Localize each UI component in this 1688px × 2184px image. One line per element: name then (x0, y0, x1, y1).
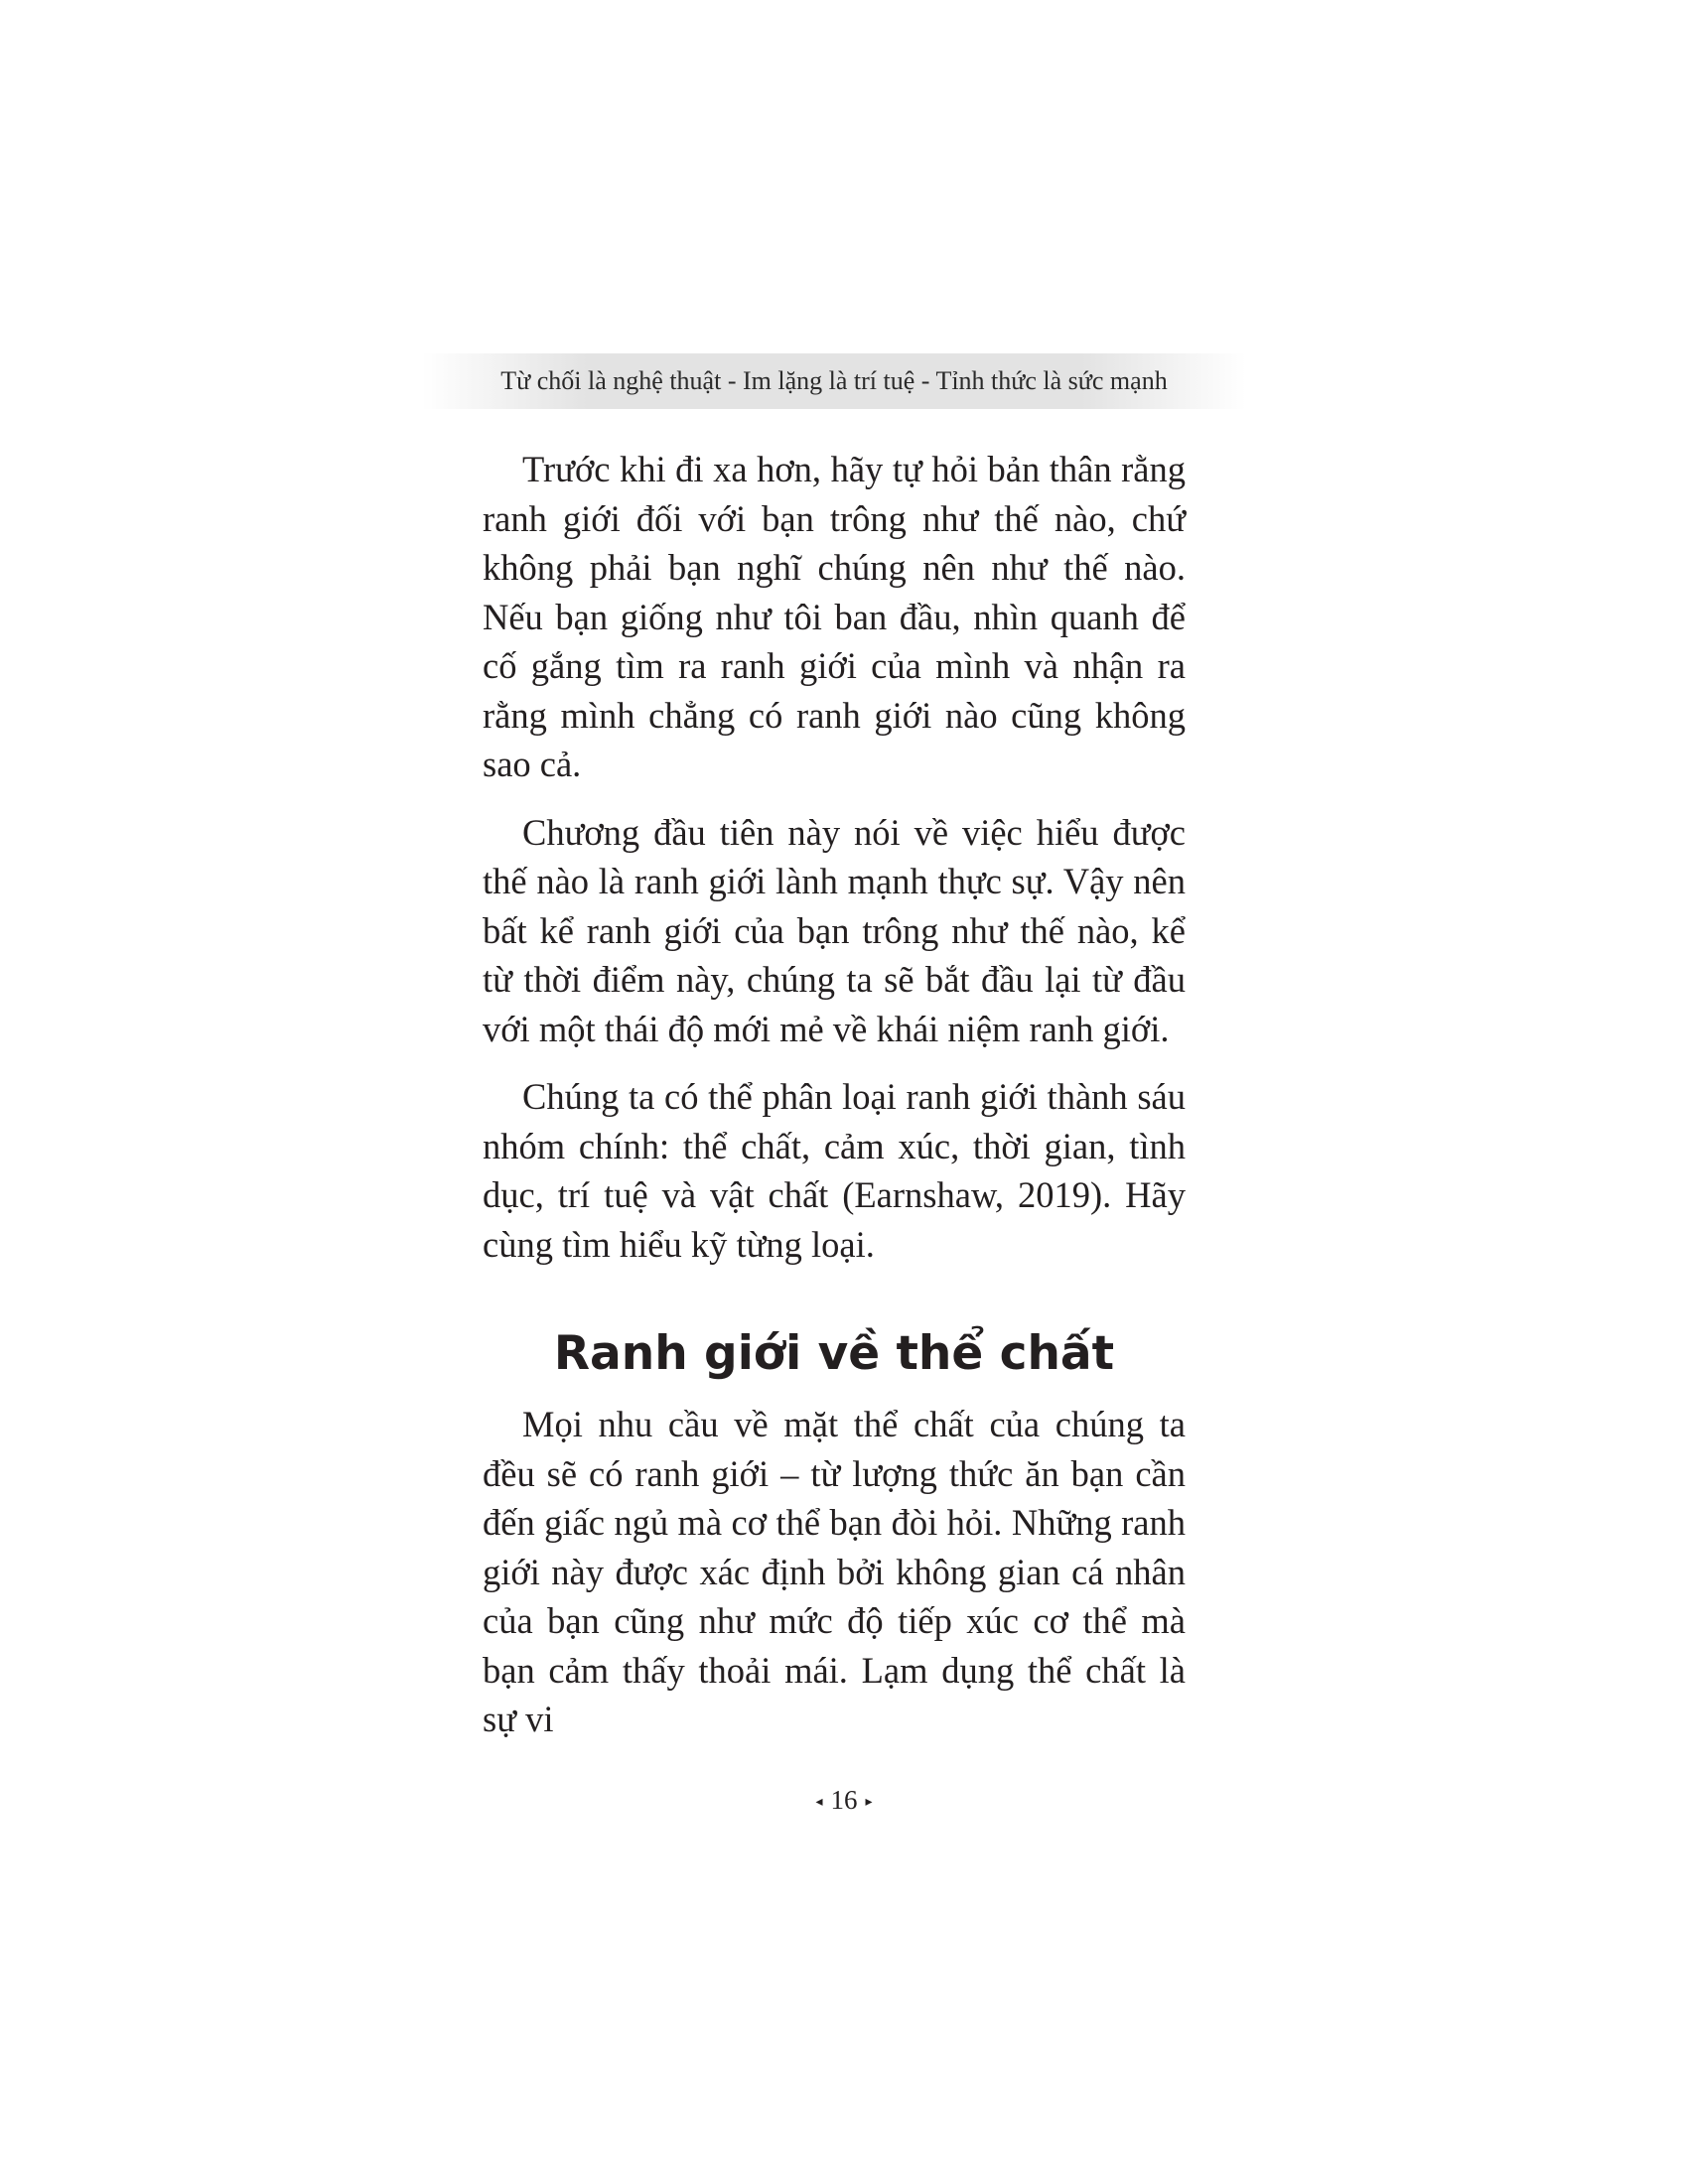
paragraph: Chúng ta có thể phân loại ranh giới thành sáu nhóm chính: thể chất, cảm xúc, thời gian, tình dục, trí tuệ và vật chất (Earnshaw, 2019). Hãy cùng tìm hiểu kỹ từng loại. (483, 1076, 1186, 1265)
page-number-text: 16 (830, 1785, 858, 1815)
right-triangle-icon: ▸ (865, 1795, 873, 1811)
page-number (0, 1785, 1688, 1816)
paragraph: Trước khi đi xa hơn, hãy tự hỏi bản thân rằng ranh giới đối với bạn trông như thế nào, chứ không phải bạn nghĩ chúng nên như thế nào. Nếu bạn giống như tôi ban đầu, nhìn quanh để cố gắng tìm ra ranh giới của mình và nhận ra rằng mình chẳng có ranh giới nào cũng không sao cả. (483, 449, 1186, 784)
section-heading: Ranh giới về thể chất (553, 1326, 1115, 1381)
paragraph: Mọi nhu cầu về mặt thể chất của chúng ta đều sẽ có ranh giới – từ lượng thức ăn bạn cần đến giấc ngủ mà cơ thể bạn đòi hỏi. Những ranh giới này được xác định bởi không gian cá nhân của bạn cũng như mức độ tiếp xúc cơ thể mà bạn cảm thấy thoải mái. Lạm dụng thể chất là sự vi (483, 1404, 1186, 1739)
running-header (422, 353, 1246, 409)
body-text (483, 445, 1186, 1763)
running-header-text: Từ chối là nghệ thuật - Im lặng là trí tuệ - Tỉnh thức là sức mạnh (500, 366, 1168, 395)
left-triangle-icon: ◂ (815, 1795, 823, 1811)
paragraph: Chương đầu tiên này nói về việc hiểu được thế nào là ranh giới lành mạnh thực sự. Vậy nên bất kể ranh giới của bạn trông như thế nào, kể từ thời điểm này, chúng ta sẽ bắt đầu lại từ đầu với một thái độ mới mẻ về khái niệm ranh giới. (483, 811, 1186, 1049)
